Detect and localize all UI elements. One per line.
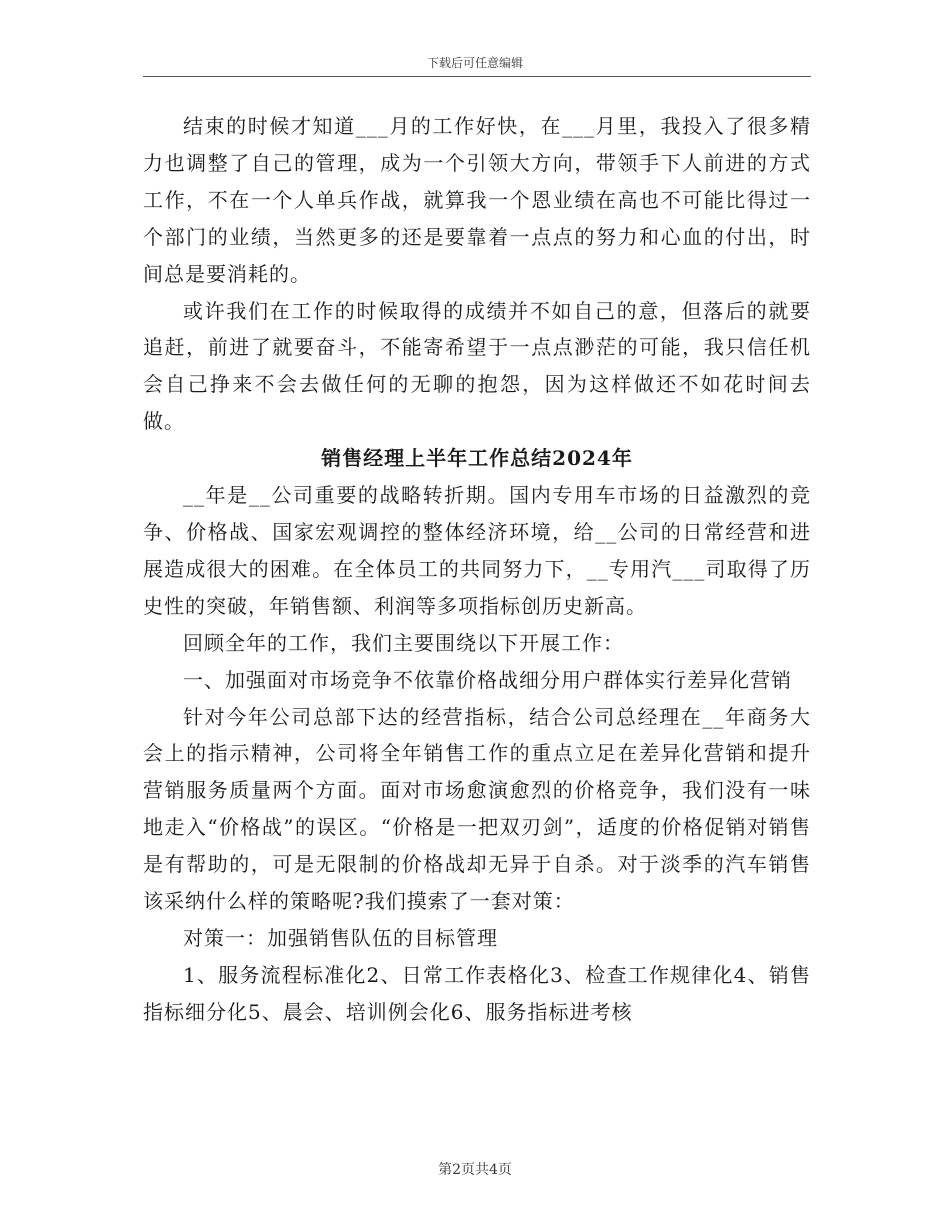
paragraph: 或许我们在工作的时候取得的成绩并不如自己的意，但落后的就要追赶，前进了就要奋斗，不能寄希望于一点点渺茫的可能，我只信任机会自己挣来不会去做任何的无聊的抱怨，因为这样做还不如花时间去做。 xyxy=(143,298,811,434)
paragraph: __年是__公司重要的战略转折期。国内专用车市场的日益激烈的竞争、价格战、国家宏观调控的整体经济环境，给__公司的日常经营和进展造成很大的困难。在全体员工的共同努力下，__专用汽___司取得了历史性的突破，年销售额、利润等多项指标创历史新高。 xyxy=(143,483,811,618)
section-title: 销售经理上半年工作总结2024年 xyxy=(321,446,633,471)
subheading-paragraph: 一、加强面对市场竞争不依靠价格战细分用户群体实行差异化营销 xyxy=(183,667,792,692)
paragraph: 1、服务流程标准化2、日常工作表格化3、检查工作规律化4、销售指标细分化5、晨会、培训例会化6、服务指标进考核 xyxy=(143,962,811,1024)
header-divider xyxy=(143,76,811,77)
paragraph: 针对今年公司总部下达的经营指标，结合公司总经理在__年商务大会上的指示精神，公司将全年销售工作的重点立足在差异化营销和提升营销服务质量两个方面。面对市场愈演愈烈的价格竞争，我们没有一味地走入“价格战”的误区。“价格是一把双刃剑”，适度的价格促销对销售是有帮助的，可是无限制的价格战却无异于自杀。对于淡季的汽车销售该采纳什么样的策略呢?我们摸索了一套对策： xyxy=(143,704,811,914)
paragraph: 结束的时候才知道___月的工作好快，在___月里，我投入了很多精力也调整了自己的管理，成为一个引领大方向，带领手下人前进的方式工作，不在一个人单兵作战，就算我一个恩业绩在高也不可能比得过一个部门的业绩，当然更多的还是要靠着一点点的努力和心血的付出，时间总是要消耗的。 xyxy=(143,114,811,286)
page-number-footer: 第2页共4页 xyxy=(438,1162,512,1178)
paragraph: 对策一：加强销售队伍的目标管理 xyxy=(183,925,498,950)
document-body xyxy=(143,108,811,1031)
page-header: 下载后可任意编辑 xyxy=(426,56,523,70)
paragraph: 回顾全年的工作，我们主要围绕以下开展工作： xyxy=(183,630,624,655)
